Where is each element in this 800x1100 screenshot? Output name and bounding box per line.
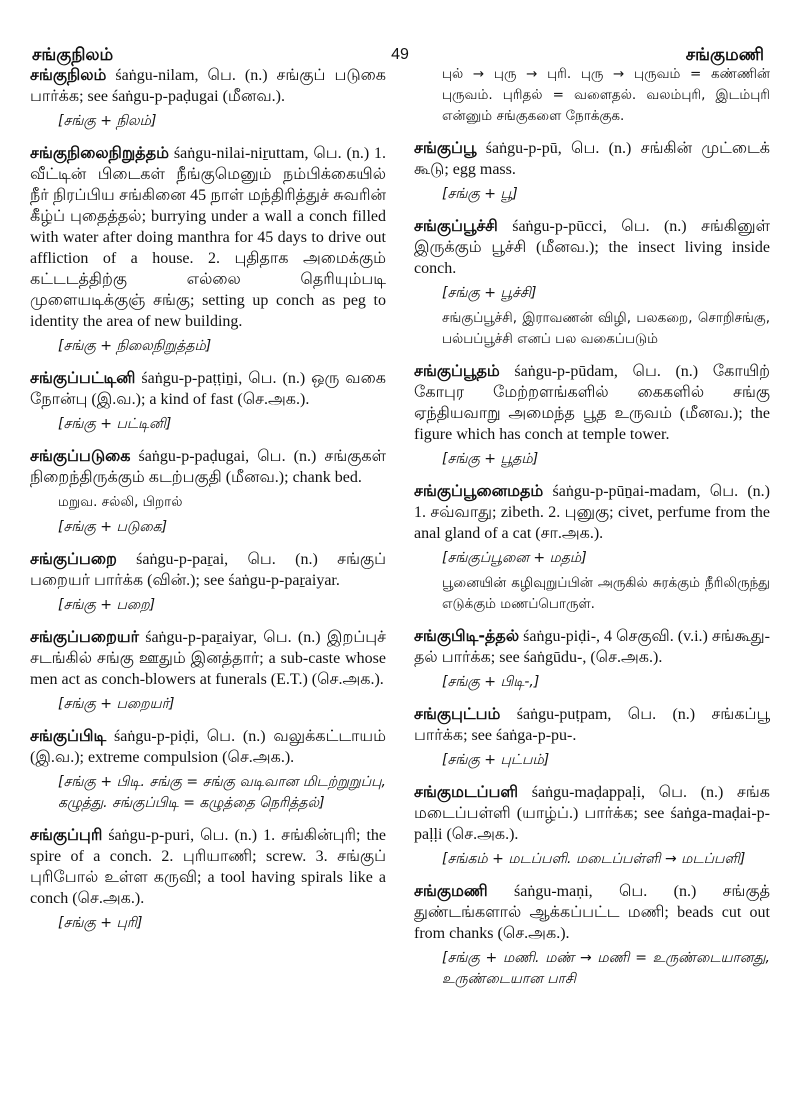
headword: சங்குப்பூனைமதம் [414,481,544,500]
entry [414,360,770,470]
etymology: [சங்கு + பட்டினி] [58,416,172,432]
usage-note: பூனையின் கழிவுறுப்பின் அருகில் சுரக்கும் நீரிலிருந்து எடுக்கும் மணப்பொருள். [442,575,770,612]
headword: சங்குப்பூ [414,138,477,157]
entry [30,548,386,616]
headword: சங்குபிடி-த்தல் [414,626,520,645]
entry-text [30,824,386,909]
entry-text [30,142,386,332]
etymology: [சங்கு + புரி] [58,915,143,931]
entry-text [30,548,386,591]
etymology: [சங்கு + பூ] [442,186,518,202]
entry-text [414,703,770,746]
entry-body: śaṅgu-p-paḍugai, பெ. (n.) சங்குகள் நிறைந்திருக்கும் கடற்பகுதி (மீனவ.); chank bed. [30,448,387,486]
entry-text [414,625,770,668]
headword: சங்குப்புரி [30,825,103,844]
entry [30,626,386,715]
headword: சங்குப்பிடி [30,726,107,745]
etymology: [சங்கு + படுகை] [58,519,168,535]
header-left-guideword: சங்குநிலம் [32,45,114,64]
columns [30,64,770,1000]
page-number: 49 [391,46,409,63]
entry-text [30,367,386,410]
left-column [30,64,386,1000]
headword: சங்குநிலம் [30,65,107,84]
entry [30,64,386,132]
entry-text [30,64,386,107]
headword: சங்குப்பறை [30,549,117,568]
header-right-guideword: சங்குமணி [685,45,764,64]
etymology: [சங்கு + பறையர்] [58,696,175,712]
entry-text [414,480,770,544]
etymology: [சங்கு + பூச்சி] [442,285,537,301]
headword: சங்குபுட்பம் [414,704,501,723]
headword: சங்குப்பட்டினி [30,368,136,387]
entry [30,142,386,357]
entry-body: śaṅgu-p-pūṉai-madam, பெ. (n.) 1. சவ்வாது; zibeth. 2. புனுகு; civet, perfume from the anal gland of a cat (சா.அக.). [414,483,771,542]
entry-text [414,137,770,180]
headword: சங்குப்படுகை [30,446,131,465]
headword: சங்குமடப்பளி [414,782,519,801]
entry-text [414,880,770,944]
entry [414,703,770,771]
entry-body: śaṅgu-p-paṭṭiṉi, பெ. (n.) ஒரு வகை நோன்பு (இ.வ.); a kind of fast (செ.அக.). [30,370,386,408]
entry [414,215,770,350]
headword: சங்குப்பூதம் [414,361,500,380]
entry-body: śaṅgu-nilai-niṟuttam, பெ. (n.) 1. வீட்டின் பிடைகள் நீங்குமெனும் நம்பிக்கையில் நீர் நிரப்பிய சங்கினை 45 நாள் மந்திரித்துச் சுவரின் கீழ்ப் புதைத்தல்; burrying under a wall a conch filled with water after doing manthra for 45 days to drive out affliction of a house. 2. புதிதாக அமைக்கும் கட்டடத்திற்கு எல்லை தெரியும்படி முளையடிக்குஞ் சங்கு; setting up conch as peg to identity the area of new building. [30,145,387,330]
entry-body: śaṅgu-nilam, பெ. (n.) சங்குப் படுகை பார்க்க; see śaṅgu-p-paḍugai (மீனவ.). [30,67,387,105]
headword: சங்குப்பறையர் [30,627,139,646]
entry-text [414,360,770,445]
etymology: [சங்கு + நிலைநிறுத்தம்] [58,338,212,354]
etymology: [சங்கு + பிடி-,] [442,674,540,690]
entry-body: śaṅgu-p-puri, பெ. (n.) 1. சங்கின்புரி; the spire of a conch. 2. புரியாணி; screw. 3. சங்குப் புரிபோல் உள்ள கருவி; a tool having spirals like a conch (செ.அக.). [30,827,387,907]
entry-body: śaṅgu-p-pū, பெ. (n.) சங்கின் முட்டைக் கூடு; egg mass. [414,140,771,178]
entry-body: śaṅgu-maṇi, பெ. (n.) சங்குத் துண்டங்களால் ஆக்கப்பட்ட மணி; beads cut out from chanks (செ.அக.). [414,883,770,942]
entry [30,367,386,435]
entry-body: śaṅgu-p-paṟai, பெ. (n.) சங்குப் பறையர் பார்க்க (வின்.); see śaṅgu-p-paṟaiyar. [30,551,387,589]
headword: சங்குநிலைநிறுத்தம் [30,143,170,162]
etymology: [சங்கு + பூதம்] [442,451,539,467]
entry [414,137,770,205]
etymology: [சங்கு + பிடி. சங்கு = சங்கு வடிவான மிடற்றுறுப்பு, கழுத்து. சங்குப்பிடி = கழுத்தை நெரித்தல்] [58,774,386,811]
synonyms-note: மறுவ. சல்லி, பிறால் [58,494,183,510]
right-column [414,64,770,1000]
entry-body: śaṅgu-puṭpam, பெ. (n.) சங்கப்பூ பார்க்க; see śaṅga-p-pu-. [414,706,770,744]
entry-body: śaṅgu-p-pūdam, பெ. (n.) கோயிற் கோபுர மேற்றளங்களில் கைகளில் சங்கு ஏந்தியவாறு அமைந்த பூத உருவம் (மீனவ.); the figure which has conch at temple tower. [414,363,771,443]
usage-note: சங்குப்பூச்சி, இராவணன் விழி, பலகறை, சொறிசங்கு, பல்பப்பூச்சி எனப் பல வகைப்படும் [442,310,770,347]
entry-body: śaṅgu-piḍi-, 4 செகுவி. (v.i.) சங்கூது-தல் பார்க்க; see śaṅgūdu-, (செ.அக.). [414,628,771,666]
entry-text [30,725,386,768]
entry-body: śaṅgu-p-piḍi, பெ. (n.) வலுக்கட்டாயம் (இ.வ.); extreme compulsion (செ.அக.). [30,728,386,766]
entry [30,445,386,538]
etymology: [சங்கு + பறை] [58,597,156,613]
entry-body: śaṅgu-p-pūcci, பெ. (n.) சங்கினுள் இருக்கும் பூச்சி (மீனவ.); the insect living inside conch. [414,218,770,277]
entry [414,880,770,990]
entry-body: śaṅgu-p-paṟaiyar, பெ. (n.) இறப்புச் சடங்கில் சங்கு ஊதும் இனத்தார்; a sub-caste whose men act as conch-blowers at funerals (E.T.) (செ.அக.). [30,629,386,688]
entry-body: śaṅgu-maḍappaḷi, பெ. (n.) சங்க மடைப்பள்ளி (யாழ்ப்.) பார்க்க; see śaṅga-maḍai-p-paḷḷi (செ.அக.). [414,784,771,843]
etymology: [சங்கு + நிலம்] [58,113,157,129]
entry [30,725,386,814]
entry-continuation [414,64,770,127]
etymology: [சங்குப்பூனை + மதம்] [442,550,587,566]
headword: சங்குமணி [414,881,488,900]
etymology: [சங்கு + மணி. மண் → மணி = உருண்டையானது, உருண்டையான பாசி [442,950,770,987]
continuation-note: புல் → புரு → புரி. புரு → புருவம் = கண்ணின் புருவம். புரிதல் = வளைதல். வலம்புரி, இடம்புரி என்னும் சங்குகளை நோக்குக. [442,66,770,124]
entry [30,824,386,934]
entry [414,625,770,693]
entry-text [414,215,770,279]
headword: சங்குப்பூச்சி [414,216,498,235]
entry-text [30,445,386,488]
entry-text [414,781,770,845]
etymology: [சங்கு + புட்பம்] [442,752,550,768]
entry [414,781,770,870]
page-header [30,24,770,64]
etymology: [சங்கம் + மடப்பளி. மடைப்பள்ளி → மடப்பளி] [442,851,746,867]
entry-text [30,626,386,690]
entry [414,480,770,615]
